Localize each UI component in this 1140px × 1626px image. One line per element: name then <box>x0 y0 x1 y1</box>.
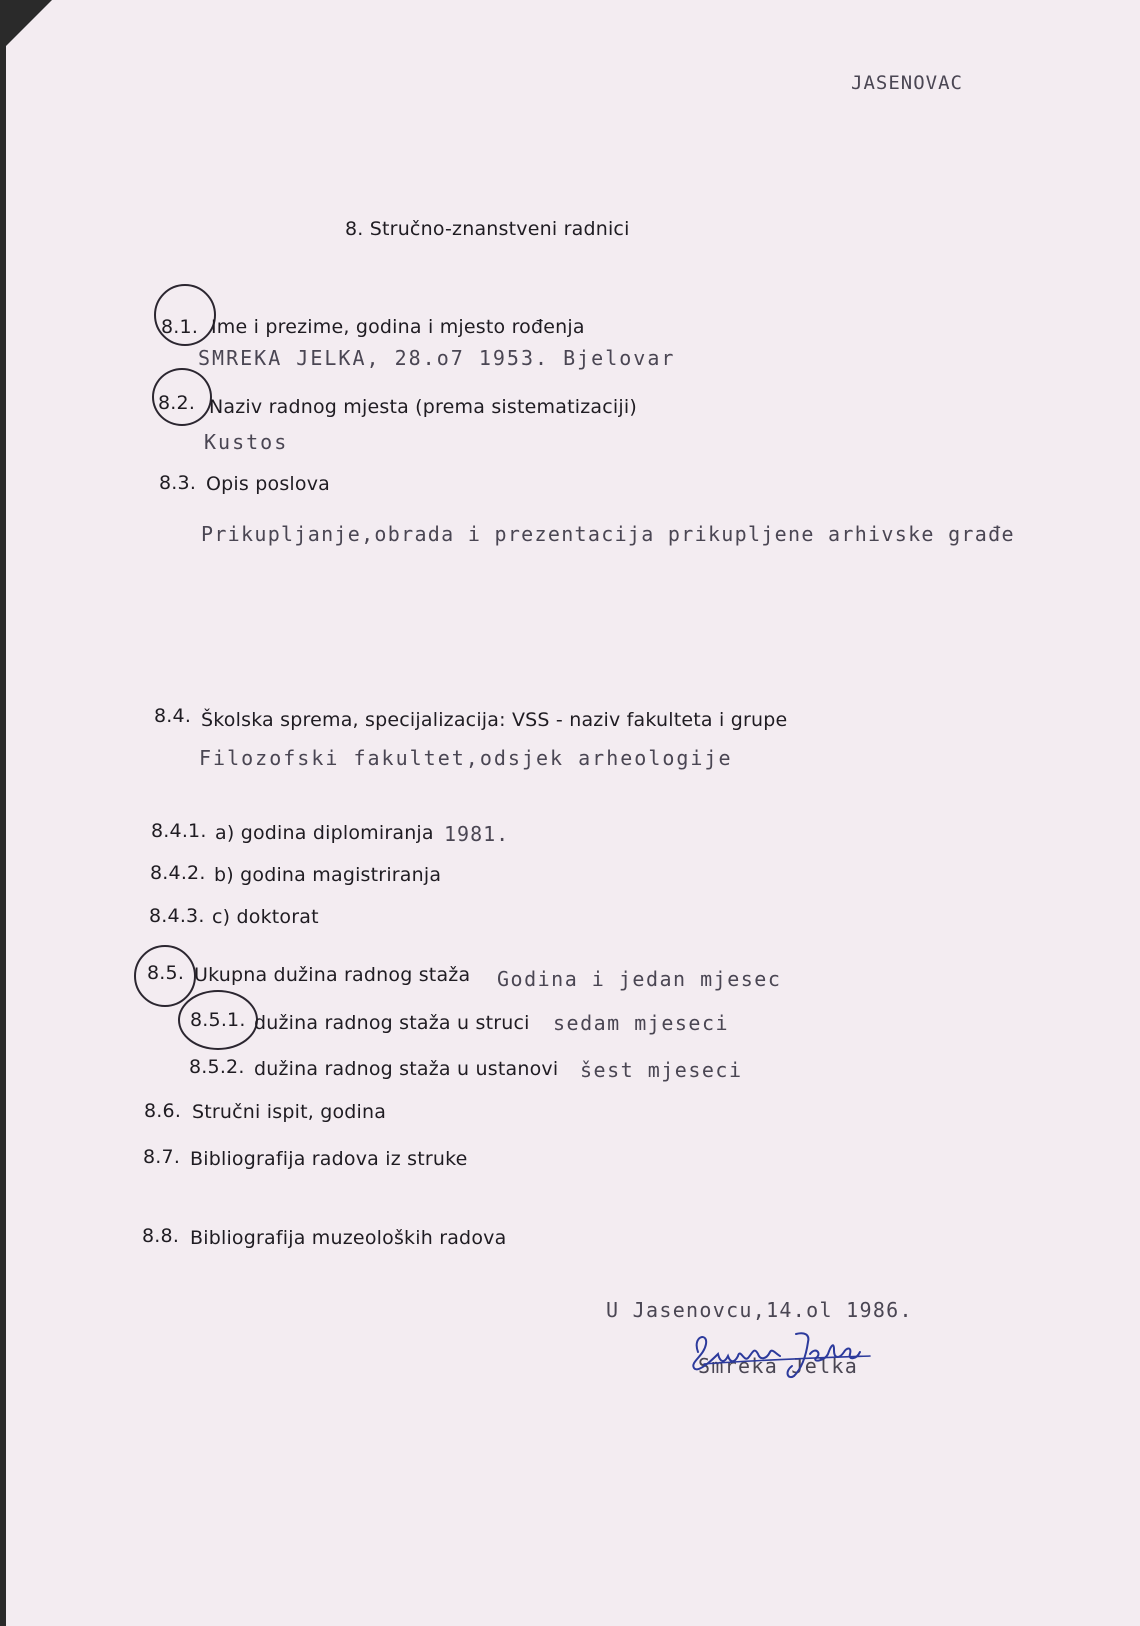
item-8-5-2-value: šest mjeseci <box>580 1058 743 1082</box>
item-8-2-value: Kustos <box>204 430 289 454</box>
item-8-2-label: Naziv radnog mjesta (prema sistematizaciji) <box>209 396 637 418</box>
item-8-6-label: Stručni ispit, godina <box>192 1101 387 1123</box>
item-8-4-value: Filozofski fakultet,odsjek arheologije <box>199 746 733 770</box>
torn-corner <box>6 0 52 46</box>
footer-place-date: U Jasenovcu,14.ol 1986. <box>606 1298 913 1322</box>
item-8-5-2-number: 8.5.2. <box>189 1056 245 1078</box>
item-8-5-2-label: dužina radnog staža u ustanovi <box>254 1058 559 1080</box>
footer-signature-name: Smreka Jelka <box>698 1354 859 1378</box>
item-8-1-number: 8.1. <box>161 316 199 338</box>
document-page <box>6 0 1140 1626</box>
item-8-5-1-value: sedam mjeseci <box>553 1011 730 1035</box>
item-8-8-number: 8.8. <box>142 1225 180 1247</box>
handwritten-signature <box>684 1318 884 1390</box>
item-8-4-1-value: 1981. <box>444 822 510 846</box>
item-8-4-2-number: 8.4.2. <box>150 862 206 884</box>
item-8-5-label: Ukupna dužina radnog staža <box>194 964 471 986</box>
item-8-7-label: Bibliografija radova iz struke <box>190 1148 468 1170</box>
item-8-1-value: SMREKA JELKA, 28.o7 1953. Bjelovar <box>198 346 676 370</box>
header-place: JASENOVAC <box>851 72 963 94</box>
item-8-4-3-label: c) doktorat <box>212 906 319 928</box>
item-8-5-value: Godina i jedan mjesec <box>497 967 782 991</box>
item-8-4-1-label: a) godina diplomiranja <box>215 822 434 844</box>
item-8-2-number: 8.2. <box>158 392 196 414</box>
item-8-8-label: Bibliografija muzeoloških radova <box>190 1227 507 1249</box>
item-8-5-1-number: 8.5.1. <box>190 1009 246 1031</box>
item-8-4-3-number: 8.4.3. <box>149 905 205 927</box>
item-8-4-number: 8.4. <box>154 705 192 727</box>
item-8-5-number: 8.5. <box>147 962 185 984</box>
item-8-1-label: Ime i prezime, godina i mjesto rođenja <box>211 316 585 338</box>
item-8-7-number: 8.7. <box>143 1146 181 1168</box>
item-8-6-number: 8.6. <box>144 1100 182 1122</box>
item-8-5-1-label: dužina radnog staža u struci <box>254 1012 530 1034</box>
item-8-3-value: Prikupljanje,obrada i prezentacija prikupljene arhivske građe <box>201 522 1015 546</box>
item-8-3-number: 8.3. <box>159 472 197 494</box>
item-8-3-label: Opis poslova <box>206 473 331 495</box>
item-8-4-2-label: b) godina magistriranja <box>214 864 442 886</box>
item-8-4-label: Školska sprema, specijalizacija: VSS - naziv fakulteta i grupe <box>201 709 788 731</box>
item-8-4-1-number: 8.4.1. <box>151 820 207 842</box>
section-title: 8. Stručno-znanstveni radnici <box>345 218 630 240</box>
